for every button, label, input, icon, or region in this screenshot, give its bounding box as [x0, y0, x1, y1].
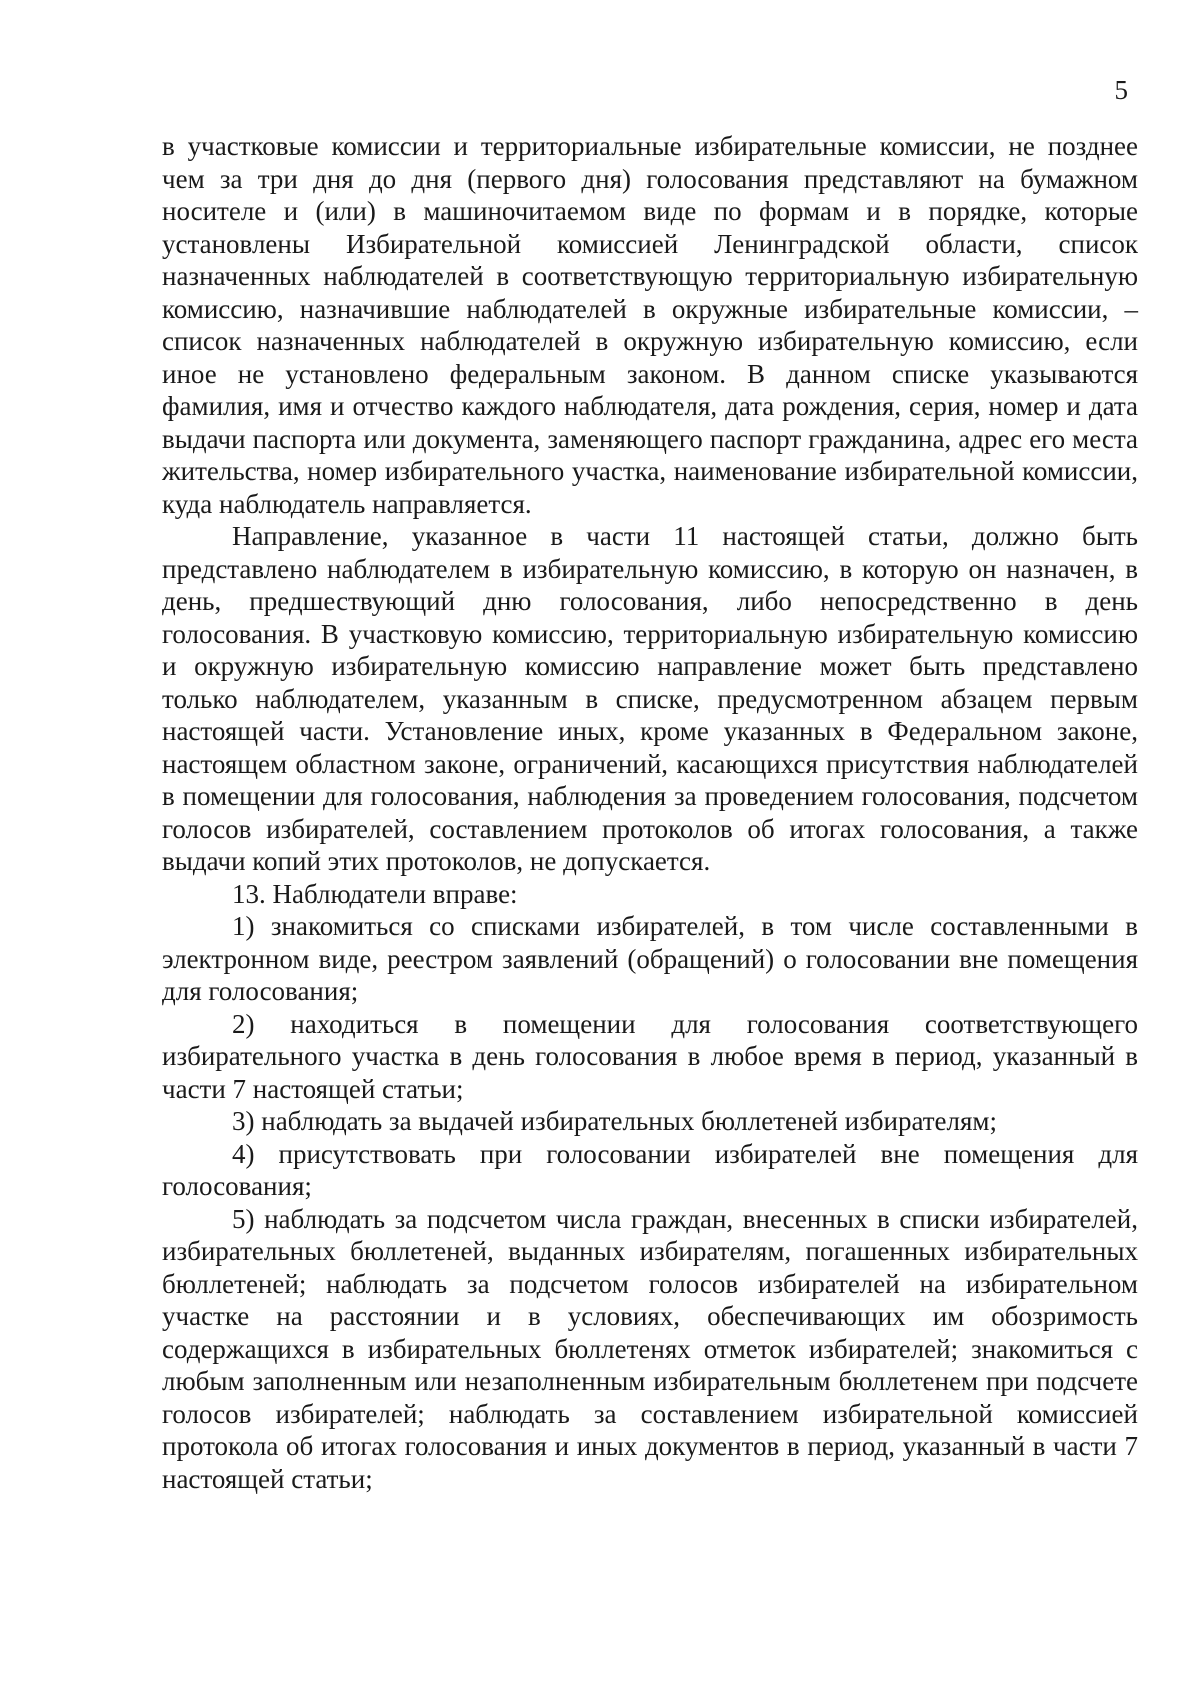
list-item-1: 1) знакомиться со списками избирателей, в том числе составленными в электронном виде, реестром заявлений (обращений) о голосовании вне помещения для голосования;	[162, 911, 1138, 1006]
list-item-5: 5) наблюдать за подсчетом числа граждан, внесенных в списки избирателей, избирательных бюллетеней, выданных избирателям, погашенных избирательных бюллетеней; наблюдать за подсчетом голосов избирателей на избирательном участке на расстоянии и в условиях, обеспечивающих им обозримость содержащихся в избирательных бюллетенях отметок избирателей; знакомиться с любым заполненным или незаполненным избирательным бюллетенем при подсчете голосов избирателей; наблюдать за составлением избирательной комиссией протокола об итогах голосования и иных документов в период, указанный в части 7 настоящей статьи;	[162, 1203, 1138, 1494]
list-item-4: 4) присутствовать при голосовании избирателей вне помещения для голосования;	[162, 1138, 1138, 1201]
paragraph-section-13-heading: 13. Наблюдатели вправе:	[232, 878, 518, 909]
list-item-3: 3) наблюдать за выдачей избирательных бюллетеней избирателям;	[232, 1106, 998, 1136]
page-number: 5	[1114, 75, 1128, 105]
document-body	[162, 130, 1138, 1495]
paragraph-direction: Направление, указанное в части 11 настоящей статьи, должно быть представлено наблюдателем в избирательную комиссию, в которую он назначен, в день, предшествующий дню голосования, либо непосредственно в день голосования. В участковую комиссию, территориальную избирательную комиссию и окружную избирательную комиссию направление может быть представлено только наблюдателем, указанным в списке, предусмотренном абзацем первым настоящей части. Установление иных, кроме указанных в Федеральном законе, настоящем областном законе, ограничений, касающихся присутствия наблюдателей в помещении для голосования, наблюдения за проведением голосования, подсчетом голосов избирателей, составлением протоколов об итогах голосования, а также выдачи копий этих протоколов, не допускается.	[162, 521, 1138, 876]
list-item-2: 2) находиться в помещении для голосования соответствующего избирательного участка в день голосования в любое время в период, указанный в части 7 настоящей статьи;	[162, 1008, 1138, 1104]
paragraph-continuation: в участковые комиссии и территориальные избирательные комиссии, не позднее чем за три дня до дня (первого дня) голосования представляют на бумажном носителе и (или) в машиночитаемом виде по формам и в порядке, которые установлены Избирательной комиссией Ленинградской области, список назначенных наблюдателей в соответствующую территориальную избирательную комиссию, назначившие наблюдателей в окружные избирательные комиссии, – список назначенных наблюдателей в окружную избирательную комиссию, если иное не установлено федеральным законом. В данном списке указываются фамилия, имя и отчество каждого наблюдателя, дата рождения, серия, номер и дата выдачи паспорта или документа, заменяющего паспорт гражданина, адрес его места жительства, номер избирательного участка, наименование избирательной комиссии, куда наблюдатель направляется.	[162, 131, 1138, 519]
